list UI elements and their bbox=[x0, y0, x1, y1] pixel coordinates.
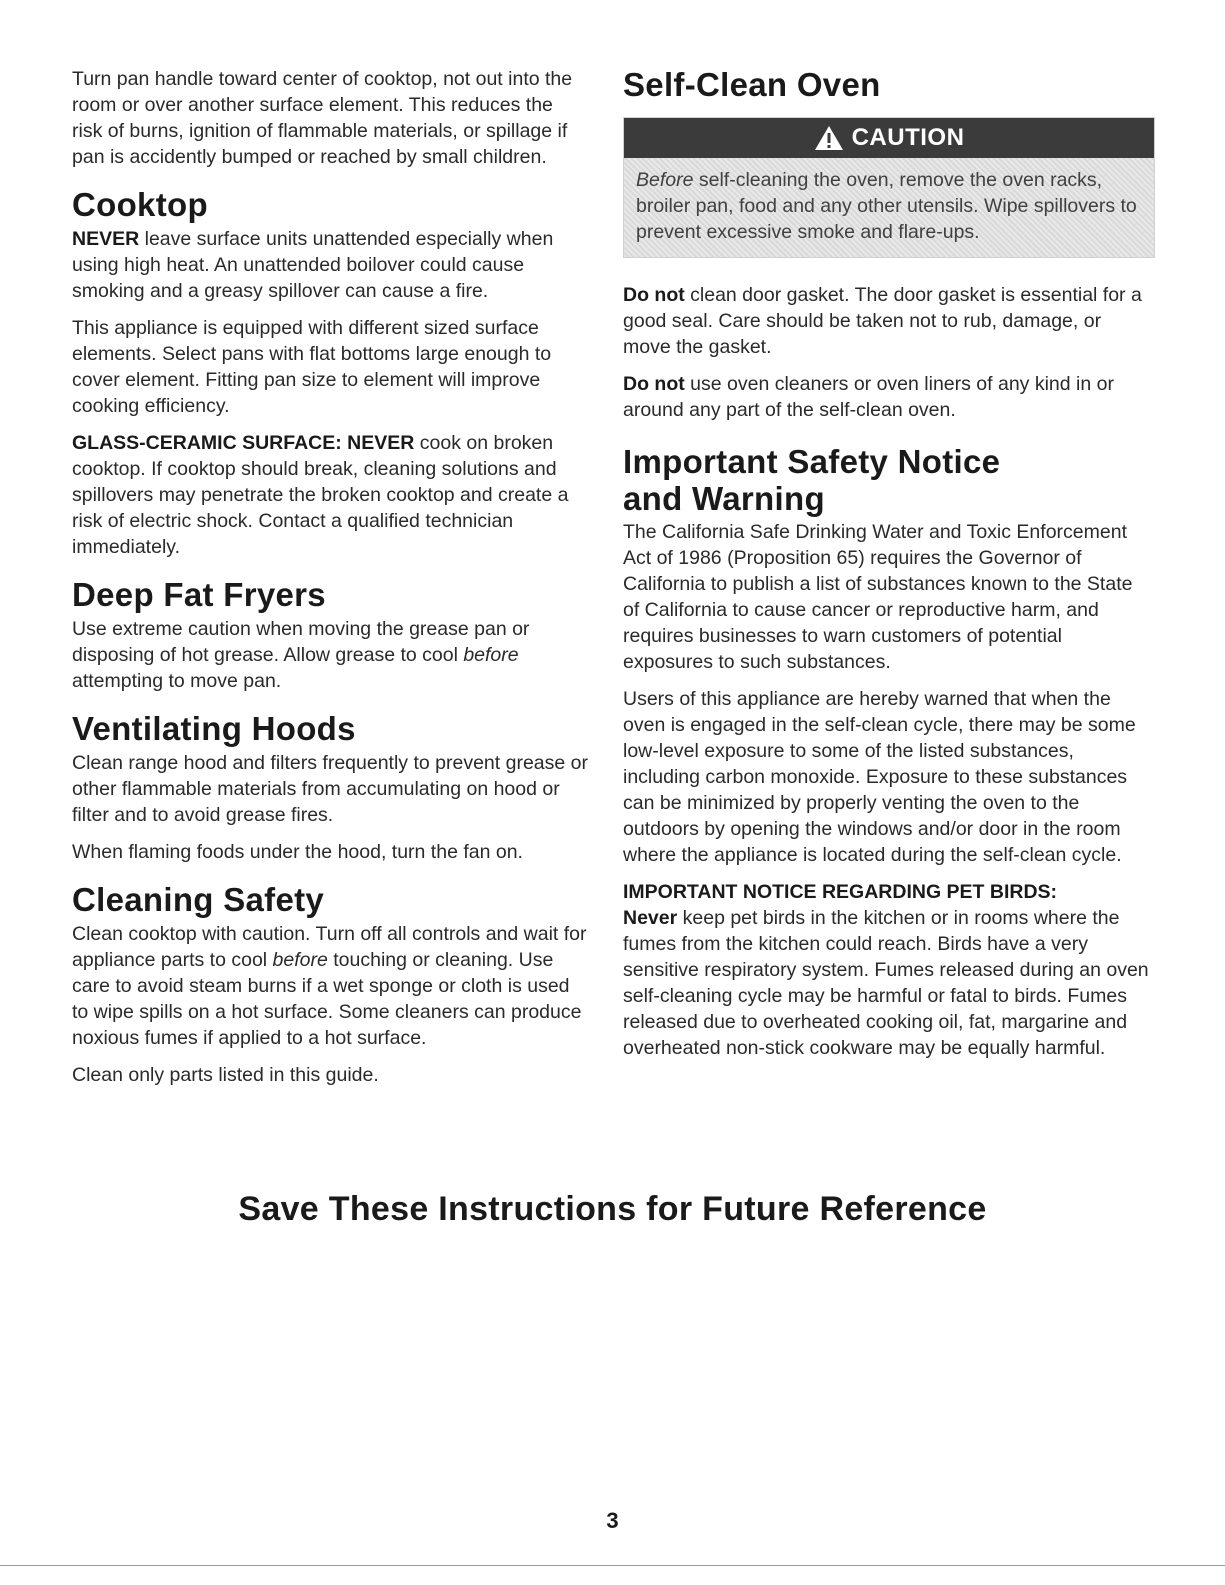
fryers-heading: Deep Fat Fryers bbox=[72, 576, 326, 613]
caution-bar bbox=[624, 118, 1154, 158]
cooktop-never-lead: NEVER bbox=[72, 228, 140, 250]
cleaning-paragraph-1: Clean cooktop with caution. Turn off all controls and wait for appliance parts to cool before touching or cleaning. Use care to avoid steam burns if a wet sponge or cloth is used to wipe spills on a hot surface. Some cleaners can produce noxious fumes if applied to a hot surface. bbox=[72, 923, 587, 1049]
notice-paragraph-1: The California Safe Drinking Water and Toxic Enforcement Act of 1986 (Proposition 65) requires the Governor of California to publish a list of substances known to the State of California to cause cancer or reproductive harm, and requires businesses to warn customers of potential exposures to such substances. bbox=[623, 521, 1133, 673]
hoods-heading: Ventilating Hoods bbox=[72, 710, 356, 747]
pet-birds-paragraph: IMPORTANT NOTICE REGARDING PET BIRDS: Never keep pet birds in the kitchen or in rooms where the fumes from the kitchen could reach. Birds have a very sensitive respiratory system. Fumes released during an oven self-cleaning cycle may be harmful or fatal to birds. Fumes released due to overheated cooking oil, fat, margarine and overheated non-stick cookware may be equally harmful. bbox=[623, 881, 1149, 1059]
pet-birds-heading: IMPORTANT NOTICE REGARDING PET BIRDS: bbox=[623, 881, 1058, 903]
bottom-rule bbox=[0, 1565, 1225, 1566]
glass-ceramic-lead: GLASS-CERAMIC SURFACE: NEVER bbox=[72, 432, 415, 454]
cooktop-heading: Cooktop bbox=[72, 186, 208, 223]
hoods-paragraph-2: When flaming foods under the hood, turn the fan on. bbox=[72, 841, 523, 863]
page-number: 3 bbox=[606, 1508, 619, 1533]
selfclean-paragraph-2: Do not use oven cleaners or oven liners of any kind in or around any part of the self-clean oven. bbox=[623, 373, 1114, 421]
cooktop-paragraph-1: NEVER leave surface units unattended especially when using high heat. An unattended boilover could cause smoking and a greasy spillover can cause a fire. bbox=[72, 228, 554, 302]
caution-label: CAUTION bbox=[851, 124, 965, 151]
notice-heading: Important Safety Notice and Warning bbox=[623, 443, 1001, 517]
intro-paragraph: Turn pan handle toward center of cooktop, not out into the room or over another surface element. This reduces the risk of burns, ignition of flammable materials, or spillage if pan is accidently bumped or reached by small children. bbox=[72, 68, 573, 168]
cooktop-paragraph-2: This appliance is equipped with different sized surface elements. Select pans with flat bottoms large enough to cover element. Fitting pan size to element will improve cooking efficiency. bbox=[72, 317, 552, 417]
right-column bbox=[623, 66, 1153, 1072]
fryers-paragraph: Use extreme caution when moving the grease pan or disposing of hot grease. Allow grease to cool before attempting to move pan. bbox=[72, 618, 530, 692]
left-column bbox=[72, 66, 588, 1099]
hoods-paragraph-1: Clean range hood and filters frequently to prevent grease or other flammable materials from accumulating on hood or filter and to avoid grease fires. bbox=[72, 752, 588, 826]
caution-box bbox=[623, 117, 1155, 258]
caution-text: Before self-cleaning the oven, remove the oven racks, broiler pan, food and any other utensils. Wipe spillovers to prevent excessive smoke and flare-ups. bbox=[636, 169, 1137, 243]
cleaning-paragraph-2: Clean only parts listed in this guide. bbox=[72, 1064, 379, 1086]
selfclean-heading: Self-Clean Oven bbox=[623, 66, 881, 103]
selfclean-paragraph-1: Do not clean door gasket. The door gasket is essential for a good seal. Care should be taken not to rub, damage, or move the gasket. bbox=[623, 284, 1142, 358]
cooktop-paragraph-3: GLASS-CERAMIC SURFACE: NEVER cook on broken cooktop. If cooktop should break, cleaning solutions and spillovers may penetrate the broken cooktop and create a risk of electric shock. Contact a qualified technician immediately. bbox=[72, 432, 569, 558]
cleaning-heading: Cleaning Safety bbox=[72, 881, 325, 918]
footer-heading: Save These Instructions for Future Reference bbox=[238, 1190, 987, 1228]
warning-triangle-icon bbox=[814, 125, 844, 151]
notice-paragraph-2: Users of this appliance are hereby warned that when the oven is engaged in the self-clean cycle, there may be some low-level exposure to some of the listed substances, including carbon monoxide. Exposure to these substances can be minimized by properly venting the oven to the outdoors by opening the windows and/or door in the room where the appliance is located during the self-clean cycle. bbox=[623, 688, 1136, 866]
